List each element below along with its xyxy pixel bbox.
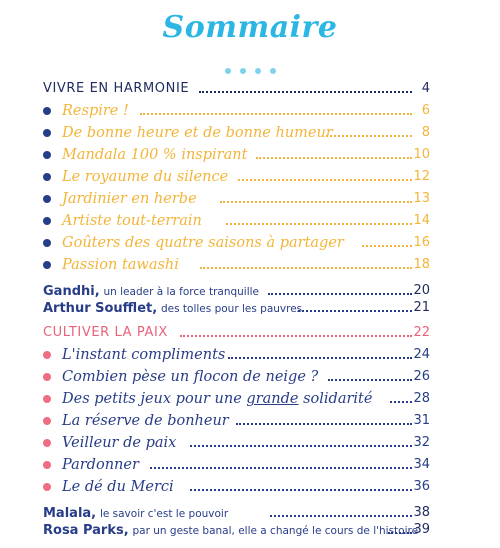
toc-person-label	[43, 519, 418, 542]
dot-leader	[150, 454, 412, 476]
page-number: 26	[413, 369, 430, 384]
toc-item[interactable]	[0, 410, 500, 432]
dot-leader	[180, 322, 412, 344]
person-name: Gandhi,	[43, 284, 100, 299]
section-heading-cultiver[interactable]	[0, 322, 500, 344]
toc-item[interactable]	[0, 100, 500, 122]
toc-item-label: De bonne heure et de bonne humeur	[62, 125, 333, 141]
toc-item[interactable]	[0, 166, 500, 188]
page-number: 31	[413, 413, 430, 428]
toc-item-label: Respire !	[62, 103, 129, 119]
toc-item-label: Goûters des quatre saisons à partager	[62, 235, 344, 251]
toc-item[interactable]	[0, 388, 500, 410]
dot-leader	[328, 366, 412, 388]
toc-item[interactable]	[0, 432, 500, 454]
dot-leader	[226, 210, 412, 232]
toc-item-label: Combien pèse un flocon de neige ?	[62, 369, 319, 385]
toc-item-label: Pardonner	[62, 457, 139, 473]
bullet-icon	[43, 373, 51, 381]
dot-leader	[228, 344, 412, 366]
dot-leader	[236, 410, 412, 432]
page-number: 14	[413, 213, 430, 228]
toc-item-label: L'instant compliments	[62, 347, 226, 363]
page-number: 13	[413, 191, 430, 206]
toc-person-entry[interactable]	[0, 519, 500, 541]
toc-item-label: Passion tawashi	[62, 257, 179, 273]
dot-leader	[298, 297, 412, 319]
bullet-icon	[43, 239, 51, 247]
toc-item-label: Le royaume du silence	[62, 169, 229, 185]
dot-leader	[256, 144, 412, 166]
page-number: 18	[413, 257, 430, 272]
bullet-icon	[43, 173, 51, 181]
page-number: 32	[413, 435, 430, 450]
page-number: 16	[413, 235, 430, 250]
dot-leader	[190, 432, 412, 454]
page-title: Sommaire	[162, 10, 338, 45]
dot-leader	[390, 388, 412, 410]
person-description: des tolles pour les pauvres	[161, 303, 303, 315]
toc-item[interactable]	[0, 232, 500, 254]
person-name: Malala,	[43, 506, 97, 521]
dot-leader	[199, 78, 412, 100]
section-heading-label: CULTIVER LA PAIX	[43, 325, 168, 340]
dot-leader	[220, 188, 412, 210]
bullet-icon	[43, 439, 51, 447]
bullet-icon	[43, 217, 51, 225]
page-number: 6	[421, 103, 430, 118]
toc-item-label: Mandala 100 % inspirant	[62, 147, 248, 163]
page-number: 4	[421, 81, 430, 96]
title-dots-ornament	[0, 59, 500, 78]
dot-leader	[238, 166, 412, 188]
dot-leader	[362, 232, 412, 254]
toc-person-label	[43, 297, 302, 320]
dot-leader	[190, 476, 412, 498]
toc-item-label: Artiste tout-terrain	[62, 213, 202, 229]
page-number: 12	[413, 169, 430, 184]
page-number: 20	[413, 283, 430, 298]
bullet-icon	[43, 483, 51, 491]
toc-item[interactable]	[0, 144, 500, 166]
toc-item[interactable]	[0, 188, 500, 210]
bullet-icon	[43, 107, 51, 115]
bullet-icon	[43, 195, 51, 203]
page-number: 10	[413, 147, 430, 162]
page-number: 8	[421, 125, 430, 140]
toc-item-label: Jardinier en herbe	[62, 191, 197, 207]
page-number: 34	[413, 457, 430, 472]
dot-leader	[140, 100, 412, 122]
person-name: Arthur Soufflet,	[43, 301, 158, 316]
toc-item-label: Veilleur de paix	[62, 435, 177, 451]
page-number: 21	[413, 300, 430, 315]
bullet-icon	[43, 261, 51, 269]
dot-leader	[200, 254, 412, 276]
toc-item[interactable]	[0, 210, 500, 232]
page-number: 36	[413, 479, 430, 494]
dot-leader	[326, 122, 412, 144]
bullet-icon	[43, 461, 51, 469]
page-number: 28	[413, 391, 430, 406]
page-number: 24	[413, 347, 430, 362]
section-heading-label: VIVRE EN HARMONIE	[43, 81, 190, 96]
toc-item[interactable]	[0, 366, 500, 388]
bullet-icon	[43, 417, 51, 425]
bullet-icon	[43, 151, 51, 159]
section-heading-vivre[interactable]	[0, 78, 500, 100]
page-number: 22	[413, 325, 430, 340]
person-name: Rosa Parks,	[43, 523, 129, 538]
toc-item[interactable]	[0, 254, 500, 276]
toc-person-entry[interactable]	[0, 297, 500, 319]
toc-item-label: Le dé du Merci	[62, 479, 174, 495]
bullet-icon	[43, 395, 51, 403]
toc-item[interactable]	[0, 454, 500, 476]
person-description: le savoir c'est le pouvoir	[99, 508, 229, 520]
toc-item[interactable]	[0, 476, 500, 498]
toc-item-label: Des petits jeux pour une grande solidarité	[62, 391, 373, 407]
bullet-icon	[43, 351, 51, 359]
dot-leader	[388, 519, 412, 541]
toc-item[interactable]	[0, 344, 500, 366]
bullet-icon	[43, 129, 51, 137]
page-number: 38	[413, 505, 430, 520]
page-number: 39	[413, 522, 430, 537]
toc-item[interactable]	[0, 122, 500, 144]
person-description: par un geste banal, elle a changé le cours de l'histoire	[132, 525, 419, 537]
person-description: un leader à la force tranquille	[103, 286, 260, 298]
toc-item-label: La réserve de bonheur	[62, 413, 229, 429]
